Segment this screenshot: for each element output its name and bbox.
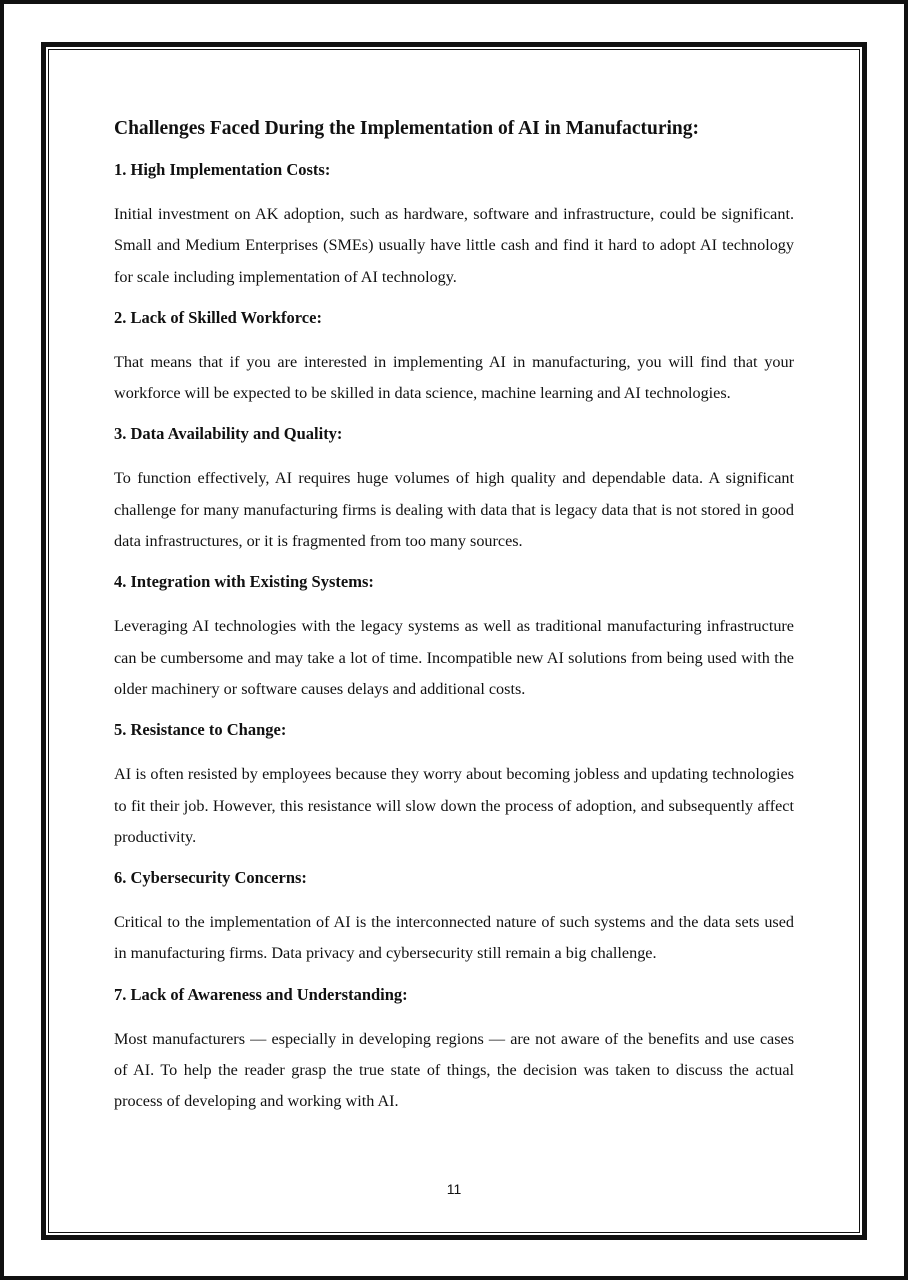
section-cybersecurity-concerns <box>114 867 794 970</box>
section-lack-of-skilled-workforce <box>114 307 794 410</box>
section-data-availability-and-quality <box>114 423 794 557</box>
page-number: 11 <box>446 1181 462 1197</box>
section-body: That means that if you are interested in implementing AI in manufacturing, you will find that your workforce will be expected to be skilled in data science, machine learning and AI technologies. <box>114 352 794 403</box>
section-body: AI is often resisted by employees because they worry about becoming jobless and updating technologies to fit their job. However, this resistance will slow down the process of adoption, and subsequently affect productivity. <box>114 765 794 846</box>
section-body: Leveraging AI technologies with the legacy systems as well as traditional manufacturing infrastructure can be cumbersome and may take a lot of time. Incompatible new AI solutions from being used with the older machinery or software causes delays and additional costs. <box>114 617 794 698</box>
section-integration-with-existing-systems <box>114 571 794 705</box>
section-heading: 7. Lack of Awareness and Understanding: <box>114 984 408 1004</box>
section-lack-of-awareness-and-understanding <box>114 984 794 1118</box>
section-resistance-to-change <box>114 719 794 853</box>
section-heading: 2. Lack of Skilled Workforce: <box>114 307 322 327</box>
section-body: To function effectively, AI requires huge volumes of high quality and dependable data. A significant challenge for many manufacturing firms is dealing with data that is legacy data that is not stored in good data infrastructures, or it is fragmented from too many sources. <box>114 469 794 551</box>
section-heading: 3. Data Availability and Quality: <box>114 424 343 444</box>
section-body: Critical to the implementation of AI is the interconnected nature of such systems and the data sets used in manufacturing firms. Data privacy and cybersecurity still remain a big challenge. <box>114 913 794 963</box>
section-heading: 4. Integration with Existing Systems: <box>114 572 374 592</box>
section-heading: 6. Cybersecurity Concerns: <box>114 868 307 888</box>
page-title: Challenges Faced During the Implementation of AI in Manufacturing: <box>114 118 699 139</box>
section-heading: 5. Resistance to Change: <box>114 720 287 740</box>
page-content <box>114 114 794 1118</box>
section-heading: 1. High Implementation Costs: <box>114 160 331 179</box>
section-high-implementation-costs <box>114 159 794 293</box>
section-body: Most manufacturers — especially in developing regions — are not aware of the benefits and use cases of AI. To help the reader grasp the true state of things, the decision was taken to discuss the actual process of developing and working with AI. <box>114 1029 794 1111</box>
section-body: Initial investment on AK adoption, such as hardware, software and infrastructure, could be significant. Small and Medium Enterprises (SMEs) usually have little cash and find it hard to adopt AI technology for scale including implementation of AI technology. <box>114 205 794 286</box>
